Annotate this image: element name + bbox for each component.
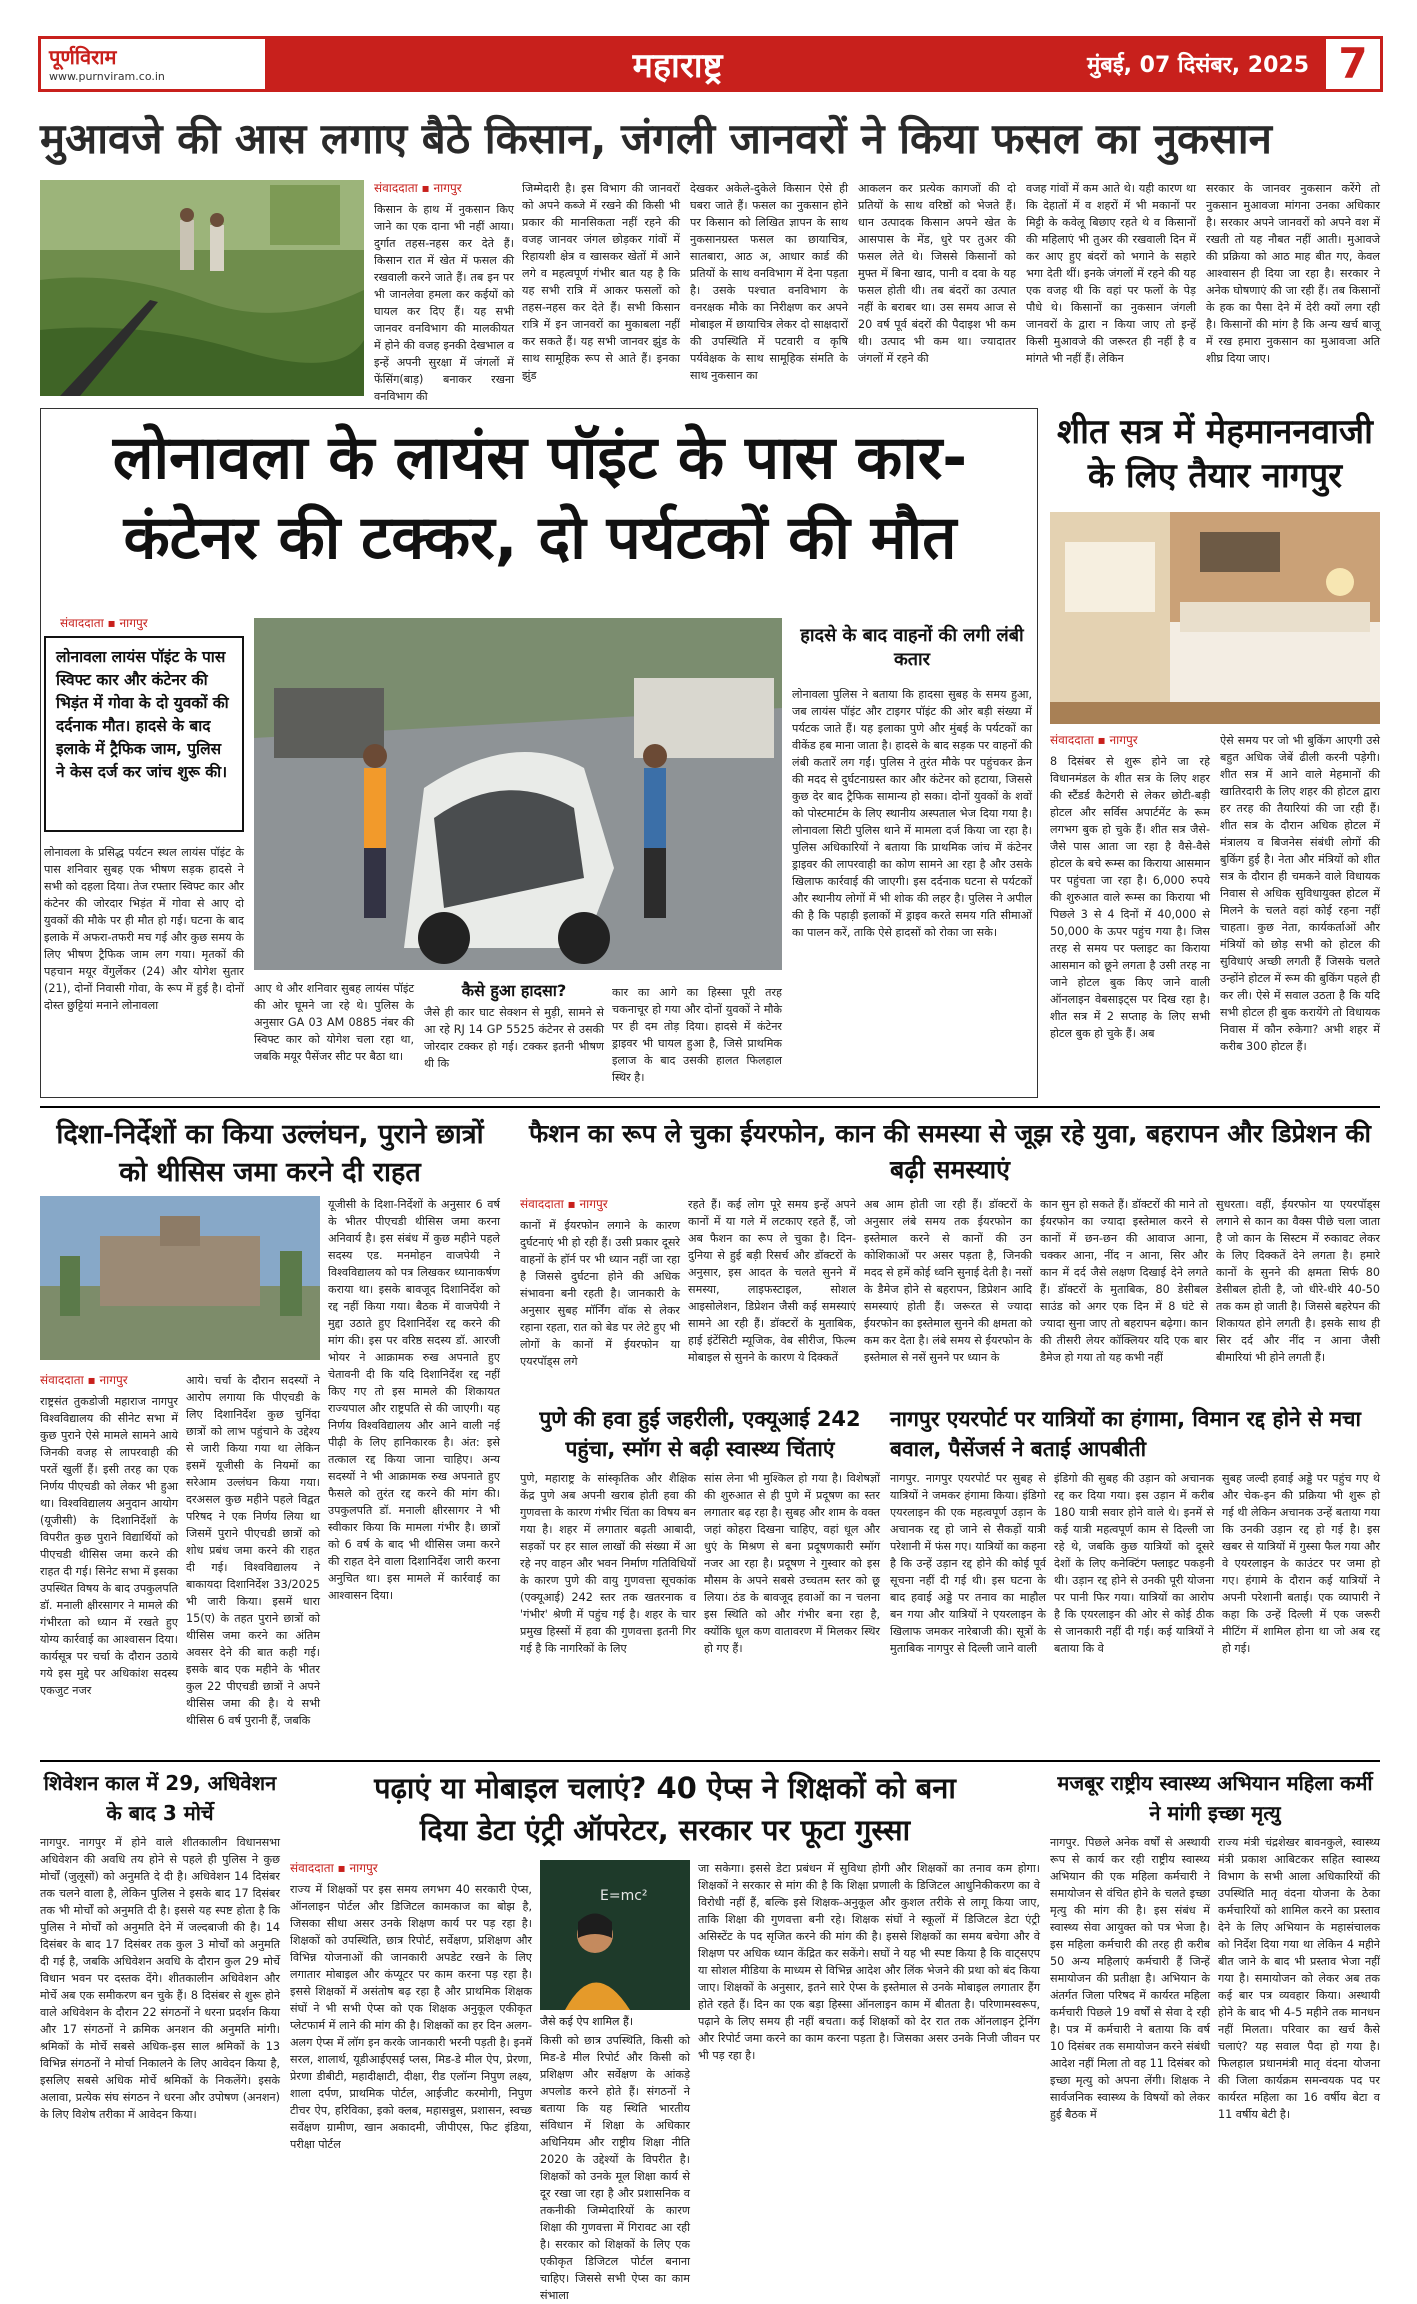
brand-logo[interactable]: [38, 36, 268, 92]
story4-byline: संवाददाता ▪ नागपुर: [40, 1373, 128, 1387]
story7-col2: इंडिगो की सुबह की उड़ान को अचानक रद्द कर दिया गया। इस उड़ान में करीब 180 यात्री सवार होने वाले थे। इनमें से कई यात्री महत्वपूर्ण काम से दिल्ली जा रहे थे, जबकि कुछ यात्रियों को दूसरे देशों के लिए कनेक्टिंग फ्लाइट पकड़नी थी। उड़ान रद्द होने से उनकी पूरी योजना पर पानी फिर गया। यात्रियों का आरोप है कि एयरलाइन की ओर से कोई ठीक से जानकारी नहीं दी गई। कई यात्रियों ने बताया कि वे: [1054, 1472, 1214, 1655]
svg-text:E=mc²: E=mc²: [600, 1888, 648, 1904]
story5-col2: रहते हैं। कई लोग पूरे समय इन्हें अपने कानों में या गले में लटकाए रहते हैं, जो अब फैशन का रूप ले चुका है। दिन-दुनिया से हुई बड़ी रिसर्च और डॉक्टरों के अनुसार, इस आदत के चलते सुनने में समस्या, लाइफस्टाइल, सोशल आइसोलेशन, डिप्रेशन जैसी कई समस्याएं सामने आ रही हैं। डॉक्टरों के मुताबिक, हाई इंटेंसिटी म्यूजिक, वेब सीरीज, फिल्म मोबाइल से सुनने के कारण ये दिक्कतें: [688, 1198, 856, 1364]
page-number: 7: [1323, 36, 1383, 92]
story3-col2: ऐसे समय पर जो भी बुकिंग आएगी उसे बहुत अधिक जेबें ढीली करनी पड़ेगी। शीत सत्र में आने वाले मेहमानों की खातिरदारी के लिए शहर की होटल द्वारा हर तरह की तैयारियां की जा रही हैं। शीत सत्र के दौरान अधिक होटल में मंत्रालय व बिजनेस संबंधी लोगों की बुकिंग हुई है। नेता और मंत्रियों को शीत सत्र के दौरान ही चमकने वाले विधायक निवास से अधिक सुविधायुक्त होटल में मिलने के चलते वहां कोई रहना नहीं चाहता। कुछ नेता, कार्यकर्ताओं और मंत्रियों को छोड़ सभी को होटल की सुविधाएं अच्छी लगती हैं जिसके चलते उन्होंने होटल में रूम की बुकिंग पहले ही कर ली। ऐसे में सवाल उठता है कि यदि सभी होटल ही बुक करायेंगे तो विधायक निवास में कौन रुकेगा? अभी शहर में करीब 300 होटल हैं।: [1220, 734, 1380, 1053]
divider: [40, 1760, 1380, 1762]
story2-col4: कार का आगे का हिस्सा पूरी तरह चकनाचूर हो गया और दोनों युवकों ने मौके पर ही दम तोड़ दिया। हादसे में कंटेनर ड्राइवर भी घायल हुआ है, जिसे प्राथमिक इलाज के बाद उसकी हालत फिलहाल स्थिर है।: [612, 986, 782, 1084]
story10-headline: मजबूर राष्ट्रीय स्वास्थ्य अभियान महिला कर्मी ने मांगी इच्छा मृत्यु: [1057, 1771, 1373, 1825]
story8-headline: शिवेशन काल में 29, अधिवेशन के बाद 3 मोर्चे: [43, 1771, 277, 1825]
section-title: महाराष्ट्र: [632, 46, 723, 86]
story2-byline: संवाददाता ▪ नागपुर: [60, 616, 148, 630]
story1-body-1: किसान के हाथ में नुकसान किए जाने का एक दाना भी नहीं आया। दुर्गात तहस-नहस कर देते हैं। किसान रात में खेत में फसल की रखवाली करने जाते हैं। तब इन पर भी जानलेवा हमला कर कईयों को घायल कर दिए हैं। यह सभी जानवर वनविभाग की मालकीयत में होने की वजह इनकी देखभाल व इन्हें अपनी सुरक्षा में जंगलों में फेंसिंग(बाड़) बनाकर रखना वनविभाग की: [374, 203, 514, 403]
story4-headline: दिशा-निर्देशों का किया उल्लंघन, पुराने छात्रों को थीसिस जमा करने दी राहत: [56, 1119, 484, 1188]
story2-headline-1: लोनावला के लायंस पॉइंट के पास कार-: [112, 423, 968, 493]
story5-col4: कान सुन हो सकते हैं। डॉक्टरों की माने तो ईयरफोन का ज्यादा इस्तेमाल करने से कानों में छन-छन की आवाज आना, चक्कर आना, नींद न आना, सिर और कान में दर्द जैसे लक्षण दिखाई देने लगते हैं। डॉक्टरों के मुताबिक, 80 डेसीबल साउंड को अगर एक दिन में 8 घंटे से ज्यादा सुना जाए तो बहरापन बढ़ेगा। कान की तीसरी लेयर कॉक्लियर यदि एक बार डैमेज हो गया तो यह कभी नहीं: [1040, 1198, 1208, 1364]
story1-farm-photo: [40, 180, 364, 396]
story1-col5: वजह गांवों में कम आते थे। यही कारण था कि देहातों में व शहरों में भी मकानों पर मिट्टी के कवेलू बिछाए रहते थे व किसानों की महिलाएं भी तुअर की रखवाली दिन में कर आए हुए बंदरों को भगाने के सहारे भगा देती थीं। इनके जंगलों में रहने की यह एक वजह थी कि वहां पर फलों के पेड़ पौधे थे। किसानों का नुकसान जंगली जानवरों के द्वारा न किया जाए तो इन्हें किसी मुआवजे की जरूरत ही नहीं है व मांगते भी नहीं हैं। लेकिन: [1026, 182, 1196, 365]
story1-col6: सरकार के जानवर नुकसान करेंगे तो नुकसान मुआवजा मांगना उनका अधिकार है। सरकार अपने जानवरों को अपने वश में रखती तो यह नौबत नहीं आती। मुआवजे की प्रक्रिया को आठ माह बीत गए, केवल आश्वासन ही दिया जा रहा है। सरकार ने अनेक घोषणाएं की जा रही हैं। तब किसानों के हक का पैसा देने में देरी क्यों लगा रही है। किसानों की मांग है कि अन्य खर्च बाजू में रख हमारा नुकसान का मुआवजा अति शीघ्र दिया जाए।: [1206, 182, 1380, 365]
story2-headline-2: कंटेनर की टक्कर, दो पर्यटकों की मौत: [123, 503, 957, 573]
story7-col1: नागपुर. नागपुर एयरपोर्ट पर सुबह से यात्रियों ने जमकर हंगामा किया। इंडिगो एयरलाइन की एक महत्वपूर्ण उड़ान के अचानक रद्द हो जाने से सैकड़ों यात्री परेशानी में फंस गए। यात्रियों का कहना है कि उन्हें उड़ान रद्द होने की कोई पूर्व सूचना नहीं दी गई थी। इस घटना के बाद हवाई अड्डे पर तनाव का माहौल बन गया और यात्रियों ने एयरलाइन के खिलाफ जमकर नारेबाजी की। सूत्रों के मुताबिक नागपुर से दिल्ली जाने वाली: [890, 1472, 1046, 1655]
story9-col1: [290, 1860, 532, 2220]
story7-col3: सुबह जल्दी हवाई अड्डे पर पहुंच गए थे और चेक-इन की प्रक्रिया भी शुरू हो गई थी लेकिन अचानक उन्हें बताया गया कि उनकी उड़ान रद्द हो गई है। इस खबर से यात्रियों में गुस्सा फैल गया और वे एयरलाइन के काउंटर पर जमा हो गए। हंगामे के दौरान कई यात्रियों ने अपनी परेशानी बताई। एक व्यापारी ने कहा कि उन्हें दिल्ली में एक जरूरी मीटिंग में शामिल होना था जो अब रद्द हो गई।: [1222, 1472, 1380, 1655]
story1-headline: मुआवजे की आस लगाए बैठे किसान, जंगली जानवरों ने किया फसल का नुकसान: [40, 114, 1272, 163]
story8-col1: नागपुर. नागपुर में होने वाले शीतकालीन विधानसभा अधिवेशन की अवधि तय होने से पहले ही पुलिस ने कुछ मोर्चों (जुलूसों) को अनुमति दे दी है। अधिवेशन 14 दिसंबर तक चलने वाला है, लेकिन पुलिस ने इसके बाद 17 दिसंबर तक भी मोर्चों को अनुमति दी है। इससे यह स्पष्ट होता है कि पुलिस ने मोर्चों को अनुमति देने में जल्दबाजी की है। 14 दिसंबर के बाद 17 दिसंबर तक कुल 3 मोर्चों को अनुमति दी गई है, जबकि अधिवेशन अवधि के दौरान कुल 29 मोर्चे विधान भवन पर दस्तक देंगे। शीतकालीन अधिवेशन और मोर्चे अब एक समीकरण बन चुके हैं। 8 दिसंबर से शुरू होने वाले अधिवेशन के दौरान 22 संगठनों ने धरना प्रदर्शन किया और 17 संगठनों ने क्रमिक अनशन की अनुमति मांगी। श्रमिकों के मोर्चे सबसे अधिक-इस साल श्रमिकों के 13 विभिन्न संगठनों ने मोर्चा निकालने के लिए आवेदन किया है, इसलिए सबसे अधिक मोर्चे श्रमिकों के निकलेंगे। इसके अलावा, प्रत्येक संघ संगठन ने धरना और उपोषण (अनशन) के लिए विशेष तरीका में आवेदन किया।: [40, 1836, 280, 2121]
story5-body-1: कानों में ईयरफोन लगाने के कारण दुर्घटनाएं भी हो रही हैं। उसी प्रकार दूसरे वाहनों के हॉर्न पर भी ध्यान नहीं जा रहा है जिससे दुर्घटना होने की अधिक संभावना बनी रहती है। जानकारी के अनुसार सुबह मॉर्निंग वॉक से लेकर रहाना रहता, रात को बेड पर लेटे हुए भी लोगों के कानों में ईयरफोन या एयरपॉड्स लगे: [520, 1219, 680, 1368]
story4-col2: आये। चर्चा के दौरान सदस्यों ने आरोप लगाया कि पीएचडी के लिए दिशानिर्देश कुछ चुनिंदा छात्रों को लाभ पहुंचाने के उद्देश्य से जारी किया गया था लेकिन इसमें यूजीसी के नियमों का सरेआम उल्लंघन किया गया। दरअसल कुछ महीने पहले विद्वत परिषद ने एक निर्णय लिया था जिसमें पुराने पीएचडी छात्रों को शोध प्रबंध जमा करने की राहत दी गई। विश्वविद्यालय ने बाकायदा दिशानिर्देश 33/2025 भी जारी किया। इसमें धारा 15(ए) के तहत पुराने छात्रों को थीसिस जमा करने का अंतिम अवसर देने की बात कही गई। इसके बाद एक महीने के भीतर कुल 22 पीएचडी छात्रों ने अपने थीसिस जमा की है। ये सभी थीसिस 6 वर्ष पुरानी हैं, जबकि: [186, 1374, 320, 1727]
story5-col5: सुधरता। वहीं, ईयरफोन या एयरपॉड्स लगाने से कान का वैक्स पीछे चला जाता है जो कान के सिस्टम में रुकावट लेकर के लिए दिक्कतें देने लगता है। हमारे कानों के सुनने की क्षमता सिर्फ 80 डेसीबल होती है, जो धीरे-धीरे 40-50 तक कम हो जाती है। जिससे बहरेपन की शिकायत होने लगती है। इसके साथ ही सिर दर्द और नींद न आना जैसी बीमारियां भी होने लगती हैं।: [1216, 1198, 1380, 1364]
brand-name: पूर्णविराम: [49, 45, 117, 69]
story6-col2: सांस लेना भी मुश्किल हो गया है। विशेषज्ञों की शुरुआत से ही पुणे में प्रदूषण का स्तर लगातार बढ़ रहा है। सुबह और शाम के वक्त जहां कोहरा दिखना चाहिए, वहां धूल और धुएं के मिश्रण से बना प्रदूषणकारी स्मॉग नजर आ रहा है। प्रदूषण ने गुस्वार को इस मौसम के अपने सबसे उच्चतम स्तर को छू लिया। ठंड के बावजूद हवाओं का न चलना इस स्थिति को और गंभीर बना रहा है, क्योंकि धूल कण वातावरण में मिलकर स्थिर हो गए हैं।: [704, 1472, 880, 1655]
story2-sub2: कैसे हुआ हादसा?: [424, 980, 604, 1002]
story3-headline: शीत सत्र में मेहमाननवाजी के लिए तैयार नागपुर: [1057, 412, 1373, 496]
story2-col2: आए थे और शनिवार सुबह लायंस पॉइंट की ओर घूमने जा रहे थे। पुलिस के अनुसार GA 03 AM 0885 नंबर की स्विफ्ट कार को योगेश चला रहा था, जबकि मयूर पैसेंजर सीट पर बैठा था।: [254, 982, 414, 1063]
story4-university-photo: [40, 1196, 320, 1360]
story5-byline: संवाददाता ▪ नागपुर: [520, 1197, 608, 1211]
story6-headline: पुणे की हवा हुई जहरीली, एक्यूआई 242 पहुंचा, स्मॉग से बढ़ी स्वास्थ्य चिंताएं: [539, 1407, 861, 1461]
story3-body-1: 8 दिसंबर से शुरू होने जा रहे विधानमंडल के शीत सत्र के लिए शहर की स्टैंडर्ड कैटेगरी से लेकर छोटी-बड़ी होटल और सर्विस अपार्टमेंट के रूम लगभग बुक हो चुके हैं। शीत सत्र जैसे-जैसे पास आता जा रहा है वैसे-वैसे होटल के बचे रूम्स का किराया आसमान पर पहुंचता जा रहा है। 6,000 रुपये की शुरुआत वाले रूम्स का किराया भी पिछले 3 से 4 दिनों में 40,000 से 50,000 के ऊपर पहुंच गया है। जिस तरह से समय पर फ्लाइट का किराया आसमान को छूने लगता है उसी तरह ना जाने होटल बुक किए जाने वाली ऑनलाइन वेबसाइट्स पर दिख रहा है। शीत सत्र में 2 सप्ताह के लिए सभी होटल बुक हो चुके हैं। अब: [1050, 755, 1211, 1040]
story9-col3: जा सकेगा। इससे डेटा प्रबंधन में सुविधा होगी और शिक्षकों का तनाव कम होगा। शिक्षकों ने सरकार से मांग की है कि शिक्षा प्रणाली के डिजिटल आधुनिकीकरण का वे विरोधी नहीं हैं, बल्कि इसे शिक्षक-अनुकूल और कुशल तरीके से लागू किया जाए, ताकि शिक्षा की गुणवत्ता बनी रहे। शिक्षक संघों ने स्कूलों में डिजिटल डेटा एंट्री असिस्टेंट के पद सृजित करने की मांग की है। इससे शिक्षकों का समय बचेगा और वे शिक्षण पर अधिक ध्यान केंद्रित कर सकेंगे। सघों ने यह भी स्पष्ट किया है कि वाट्सएप या सोशल मीडिया के माध्यम से विभिन्न आदेश और लिंक भेजने की प्रथा को बंद किया जाए। शिक्षकों के अनुसार, इतने सारे ऐप्स के इस्तेमाल से उनके मोबाइल लगातार हैंग होते रहते हैं। दिन का एक बड़ा हिस्सा ऑनलाइन काम में बीतता है। परिणामस्वरूप, पढ़ाने के लिए समय ही नहीं बचता। कई शिक्षकों को देर रात तक ऑनलाइन ट्रेनिंग और रिपोर्ट जमा करने का काम करना पड़ता है। जिसका असर उनके निजी जीवन पर भी पड़ रहा है।: [698, 1862, 1040, 2062]
story2-accident-photo: [254, 618, 782, 970]
story10-col2: राज्य मंत्री चंद्रशेखर बावनकुले, स्वास्थ्य मंत्री प्रकाश आबिटकर सहित स्वास्थ्य विभाग के सभी आला अधिकारियों की उपस्थिति मातृ वंदना योजना के ठेका कर्मचारियों को शामिल करने का प्रस्ताव देने के लिए अभियान के महासंचालक को निर्देश दिया गया था लेकिन 4 महीने बीत जाने के बाद भी प्रस्ताव भेजा नहीं गया है। समायोजन को लेकर अब तक कई बार पत्र व्यवहार किया। अस्थायी होने के बाद भी 4-5 महीने तक मानधन नहीं मिलता। परिवार का खर्च कैसे चलाएं? यह सवाल पैदा हो गया है। फिलहाल प्रधानमंत्री मातृ वंदना योजना की जिला कार्यक्रम समन्वयक पद पर कार्यरत महिला का 16 वर्षीय बेटा व 11 वर्षीय बेटी है।: [1218, 1836, 1380, 2121]
brand-url[interactable]: www.purnviram.co.in: [49, 70, 165, 83]
story1-byline: संवाददाता ▪ नागपुर: [374, 181, 462, 195]
story1-col3: देखकर अकेले-दुकेले किसान ऐसे ही घबरा जाते हैं। फसल का नुकसान होने पर किसान को लिखित ज्ञापन के साथ नुकसानग्रस्त फसल का छायाचित्र, सातबारा, आठ अ, आधार कार्ड की प्रतियों के साथ वनविभाग में देना पड़ता है। उसके पश्चात वनविभाग के वनरक्षक मौके का निरीक्षण कर अपने मोबाइल में छायाचित्र लेकर दो साक्षदारों की उपस्थिति में पटवारी व कृषि पर्यवेक्षक के साथ सामूहिक संमति के साथ नुकसान का: [690, 182, 848, 382]
story9-headline-1: पढ़ाएं या मोबाइल चलाएं? 40 ऐप्स ने शिक्षकों को बना: [374, 1771, 956, 1805]
story4-col3: यूजीसी के दिशा-निर्देशों के अनुसार 6 वर्ष के भीतर पीएचडी थीसिस जमा करना अनिवार्य है। इस संबंध में कुछ महीने पहले सदस्य एड. मनमोहन वाजपेयी ने विश्वविद्यालय को पत्र लिखकर ध्यानाकर्षण कराया था। इसके बावजूद दिशानिर्देश को रद्द नहीं किया गया। बैठक में वाजपेयी ने मुद्दा उठाते हुए दिशानिर्देश रद्द करने की मांग की। इस पर वरिष्ठ सदस्य डॉ. आरजी भोयर ने आक्रामक रुख अपनाते हुए चेतावनी दी कि यदि दिशानिर्देश रद्द नहीं किए गए तो इस मामले की शिकायत राज्यपाल और राष्ट्रपति से की जाएगी। यह निर्णय विश्वविद्यालय और आने वाली नई पीढ़ी के लिए हानिकारक है। अंत: इसे तत्काल रद्द किया जाना चाहिए। अन्य सदस्यों ने भी आक्रामक रुख अपनाते हुए फैसले को तुरंत रद्द करने की मांग की। उपकुलपति डॉ. मनाली क्षीरसागर ने भी स्वीकार किया कि मामला गंभीर है। छात्रों को 6 वर्ष के बाद भी थीसिस जमा करने की राहत देने वाला दिशानिर्देश जारी करना अनुचित था। इस मामले में कार्रवाई का आश्वासन दिया।: [328, 1198, 500, 1602]
story2-col1: लोनावला के प्रसिद्ध पर्यटन स्थल लायंस पॉइंट के पास शनिवार सुबह एक भीषण सड़क हादसे ने सभी को दहला दिया। तेज रफ्तार स्विफ्ट कार और कंटेनर की जोरदार भिड़ंत में गोवा से आए दो युवकों की मौके पर ही मौत हो गई। घटना के बाद इलाके में अफरा-तफरी मच गई और कुछ समय के लिए भीषण ट्रैफिक जाम लग गया। मृतकों की पहचान मयूर वेंगुर्लेकर (24) और योगेश सुतार (21), दोनों निवासी गोवा, के रूप में हुई है। दोनों दोस्त छुट्टियां मनाने लोनावला: [44, 846, 244, 1012]
story2-sub1: हादसे के बाद वाहनों की लगी लंबी कतार: [792, 624, 1032, 672]
story9-body-1: राज्य में शिक्षकों पर इस समय लगभग 40 सरकारी ऐप्स, ऑनलाइन पोर्टल और डिजिटल कामकाज का बोझ है, जिसका सीधा असर उनके शिक्षण कार्य पर पड़ रहा है। शिक्षकों को उपस्थिति, छात्र रिपोर्ट, सर्वेक्षण, प्रशिक्षण और विभिन्न योजनाओं की जानकारी अपडेट रखने के लिए लगातार मोबाइल और कंप्यूटर पर काम करना पड़ रहा है। इससे शिक्षकों में असंतोष बढ़ रहा है और प्राथमिक शिक्षक संघों ने भी सभी ऐप्स को एक शिक्षक अनुकूल एकीकृत प्लेटफार्म में लाने की मांग की है। शिक्षकों का हर दिन अलग-अलग ऐप्स में लॉग इन करके जानकारी भरनी पड़ती है। इनमें सरल, शालार्थ, यूडीआईएसई प्लस, मिड-डे मील ऐप, प्रेरणा, प्रेरणा डीबीटी, महादीक्षाटी, दीक्षा, रीड एलॉन्ग निपुण लक्ष्य, शाला दर्पण, प्राथमिक पोर्टल, आईजीट करमोगी, निपुण टीचर ऐप, हरिविका, इको क्लब, महासन्नुस, प्रशासन, स्वच्छ सर्वेक्षण ग्रामीण, खान अकादमी, जीपीएस, फिट इंडिया, परीक्षा पोर्टल: [290, 1883, 532, 2151]
story1-col4: आकलन कर प्रत्येक कागजों की दो प्रतियों के साथ वरिष्ठों को भेजते हैं। धान उत्पादक किसान अपने खेत के आसपास के मेंड, धुरे पर तुअर की फसल लेते थे। जिससे किसानों को मुफ्त में बिना खाद, पानी व दवा के यह फसल होती थी। तब बंदरों का उत्पात नहीं के बराबर था। उस समय आज से 20 वर्ष पूर्व बंदरों की पैदाइश भी कम थी। उत्पाद भी कम था। ज्यादातर जंगलों में रहने की: [858, 182, 1016, 365]
story6-col1: पुणे, महाराष्ट्र के सांस्कृतिक और शैक्षिक केंद्र पुणे अब अपनी खराब होती हवा की गुणवत्ता के कारण गंभीर चिंता का विषय बन गया है। शहर में लगातार बढ़ती आबादी, सड़कों पर हर साल लाखों की संख्या में आ रहे नए वाहन और भवन निर्माण गतिविधियों के कारण पुणे की वायु गुणवत्ता सूचकांक (एक्यूआई) 242 स्तर तक खतरनाक व 'गंभीर' श्रेणी में पहुंच गई है। शहर के चार प्रमुख हिस्सों में हवा की गुणवत्ता इतनी गिर गई है कि नागरिकों के लिए: [520, 1472, 696, 1655]
story3-byline: संवाददाता ▪ नागपुर: [1050, 733, 1138, 747]
story7-headline: नागपुर एयरपोर्ट पर यात्रियों का हंगामा, विमान रद्द होने से मचा बवाल, पैसेंजर्स ने बताई आपबीती: [890, 1407, 1361, 1461]
story2-col-right: लोनावला पुलिस ने बताया कि हादसा सुबह के समय हुआ, जब लायंस पॉइंट और टाइगर पॉइंट की ओर बड़ी संख्या में पर्यटक जाते हैं। यह इलाका पुणे और मुंबई के पर्यटकों का वीकेंड हब माना जाता है। हादसे के बाद सड़क पर वाहनों की लंबी कतारें लग गईं। पुलिस ने तुरंत मौके पर पहुंचकर क्रेन की मदद से दुर्घटनाग्रस्त कार और कंटेनर को हटाया, जिससे कुछ देर बाद ट्रैफिक सामान्य हो सका। दोनों युवकों के शवों को पोस्टमार्टम के लिए स्थानीय अस्पताल भेज दिया गया है। लोनावला सिटी पुलिस थाने में मामला दर्ज किया जा रहा है। पुलिस अधिकारियों ने बताया कि प्राथमिक जांच में कंटेनर ड्राइवर की लापरवाही का कोण सामने आ रहा है और उसके खिलाफ कार्रवाई की जाएगी। इस दर्दनाक घटना से पर्यटकों और स्थानीय लोगों में भी शोक की लहर है। पुलिस ने अपील की है कि पहाड़ी इलाकों में ड्राइव करते समय गति सीमाओं का पालन करें, ताकि ऐसे हादसों को रोका जा सके।: [792, 688, 1032, 939]
story3-col1: [1050, 732, 1210, 1092]
story9-teacher-photo: [540, 1860, 690, 2010]
story4-col1: [40, 1372, 178, 1752]
story2-lede: लोनावला लायंस पॉइंट के पास स्विफ्ट कार और कंटेनर की भिड़ंत में गोवा के दो युवकों की दर्दनाक मौत। हादसे के बाद इलाके में ट्रैफिक जाम, पुलिस ने केस दर्ज कर जांच शुरू की।: [44, 636, 244, 832]
story9-col2: किसी को छात्र उपस्थिति, किसी को मिड-डे मील रिपोर्ट और किसी को प्रशिक्षण और सर्वेक्षण के आंकड़े अपलोड करने होते हैं। संगठनों ने बताया कि यह स्थिति भारतीय संविधान में शिक्षा के अधिकार अधिनियम और राष्ट्रीय शिक्षा नीति 2020 के उद्देश्यों के विपरीत है। शिक्षकों को उनके मूल शिक्षा कार्य से दूर रखा जा रहा है और प्रशासनिक व तकनीकी जिम्मेदारियों के कारण शिक्षा की गुणवत्ता में गिरावट आ रही है। सरकार को शिक्षकों के लिए एक एकीकृत डिजिटल पोर्टल बनाना चाहिए। जिससे सभी ऐप्स का काम संभाला: [540, 2034, 690, 2302]
story2-col3: जैसे ही कार घाट सेक्शन से मुड़ी, सामने से आ रहे RJ 14 GP 5525 कंटेनर से उसकी जोरदार टक्कर हो गई। टक्कर इतनी भीषण थी कि: [424, 1006, 604, 1070]
story9-photo-caption: जैसे कई ऐप शामिल हैं।: [540, 2014, 690, 2029]
story5-col1: [520, 1196, 680, 1396]
story9-headline-2: दिया डेटा एंट्री ऑपरेटर, सरकार पर फूटा गुस्सा: [419, 1813, 911, 1847]
story10-col1: नागपुर. पिछले अनेक वर्षों से अस्थायी रूप से कार्य कर रही राष्ट्रीय स्वास्थ्य अभियान की एक महिला कर्मचारी ने समायोजन से वंचित होने के चलते इच्छा मृत्यु की मांग की है। इस संबंध में स्वास्थ्य सेवा आयुक्त को पत्र भेजा है। इस महिला कर्मचारी की तरह ही करीब 50 अन्य महिलाएं कर्मचारी हैं जिन्हें समायोजन की प्रतीक्षा है। अभियान के अंतर्गत जिला परिषद में कार्यरत महिला कर्मचारी पिछले 19 वर्षों से सेवा दे रही है। पत्र में कर्मचारी ने बताया कि वर्ष 10 दिसंबर तक समायोजन करने संबंधी आदेश नहीं मिला तो वह 11 दिसंबर को इच्छा मृत्यु को अपना लेंगी। शिक्षक ने सार्वजनिक स्वास्थ्य के विषयों को लेकर हुई बैठक में: [1050, 1836, 1210, 2121]
story5-col3: अब आम होती जा रही हैं। डॉक्टरों के अनुसार लंबे समय तक ईयरफोन का इस्तेमाल करने से कानों की उन कोशिकाओं पर असर पड़ता है, जिनकी मदद से हमें कोई ध्वनि सुनाई देती है। नसों के डैमेज होने से बहरापन, डिप्रेशन आदि समस्याएं होती हैं। जरूरत से ज्यादा ईयरफोन का इस्तेमाल सुनने की क्षमता को कम कर देता है। लंबे समय से ईयरफोन के इस्तेमाल से नसें सुनने पर ध्यान के: [864, 1198, 1032, 1364]
edition-date: मुंबई, 07 दिसंबर, 2025: [1087, 53, 1309, 78]
masthead: [38, 36, 1383, 92]
story3-hotel-photo: [1050, 512, 1380, 724]
story9-byline: संवाददाता ▪ नागपुर: [290, 1861, 378, 1875]
story4-body-1: राष्ट्रसंत तुकडोजी महाराज नागपुर विश्वविद्यालय की सीनेट सभा में कुछ पुराने ऐसे मामले सामने आये जिनकी वजह से लापरवाही की परतें खुलीं हैं। इसी तरह का एक निर्णय पीएचडी को लेकर भी हुआ था। विश्वविद्यालय अनुदान आयोग (यूजीसी) के दिशानिर्देशों के विपरीत कुछ पुराने विद्यार्थियों को पीएचडी थीसिस जमा करने की राहत दी गई। सिनेट सभा में इसका उपस्थित विषय के बाद उपकुलपति डॉ. मनाली क्षीरसागर ने मामले की गंभीरता को ध्यान में रखते हुए योग्य कार्रवाई का आश्वासन दिया। कार्यसूत्र पर चर्चा के दौरान उठाये गये इस मुद्दे पर अधिकांश सदस्य एकजुट नजर: [40, 1395, 178, 1697]
story1-col1: [374, 180, 514, 403]
divider: [40, 1106, 1380, 1108]
story5-headline: फैशन का रूप ले चुका ईयरफोन, कान की समस्या से जूझ रहे युवा, बहरापन और डिप्रेशन की बढ़ी समस्याएं: [528, 1119, 1372, 1184]
story1-col2: जिम्मेदारी है। इस विभाग की जानवरों को अपने कब्जे में रखने की किसी भी प्रकार की मानसिकता नहीं रहने की वजह जानवर जंगल छोड़कर गांवों में रिहायशी क्षेत्र व खासकर खेतों में आने लगे व महत्वपूर्ण गंभीर बात यह है कि यह सभी रात्रि में आकर फसलों को तहस-नहस कर देते हैं। सभी किसान रात्रि में इन जानवरों का मुकाबला नहीं कर सकते हैं। यह सभी जानवर झुंड के साथ सामूहिक रूप से आते हैं। इनका झुंड: [522, 182, 680, 382]
